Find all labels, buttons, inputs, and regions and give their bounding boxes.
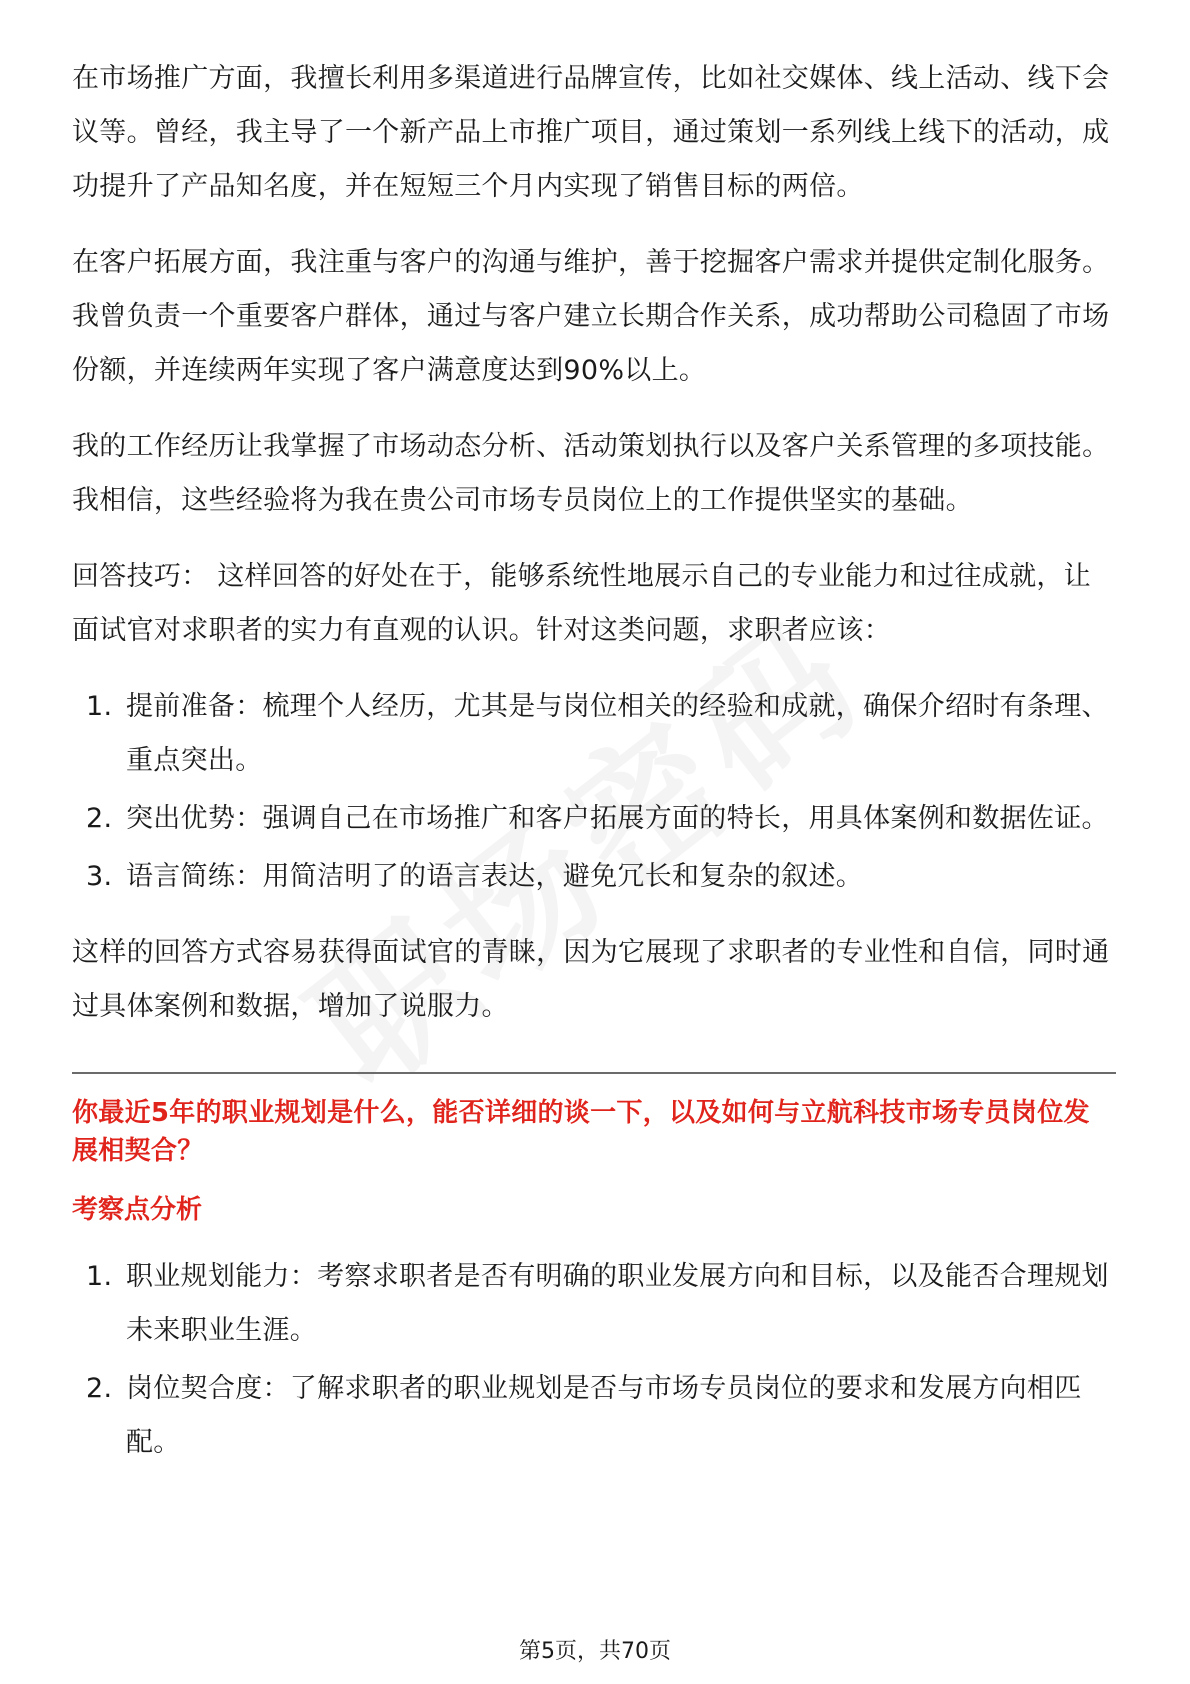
- list-item-text: 职业规划能力：考察求职者是否有明确的职业发展方向和目标，以及能否合理规划未来职业生涯。: [126, 1261, 1109, 1346]
- list-item-text: 提前准备：梳理个人经历，尤其是与岗位相关的经验和成就，确保介绍时有条理、重点突出。: [126, 691, 1109, 776]
- list-item-number: 2.: [86, 1373, 113, 1404]
- tips-list: [72, 680, 1116, 904]
- paragraph-marketing: 在市场推广方面，我擅长利用多渠道进行品牌宣传，比如社交媒体、线上活动、线下会议等。曾经，我主导了一个新产品上市推广项目，通过策划一系列线上线下的活动，成功提升了产品知名度，并在短短三个月内实现了销售目标的两倍。: [72, 63, 1110, 202]
- analysis-list: [72, 1250, 1116, 1470]
- paragraph-customers: 在客户拓展方面，我注重与客户的沟通与维护，善于挖掘客户需求并提供定制化服务。我曾负责一个重要客户群体，通过与客户建立长期合作关系，成功帮助公司稳固了市场份额，并连续两年实现了客户满意度达到90%以上。: [72, 247, 1110, 386]
- list-item-text: 突出优势：强调自己在市场推广和客户拓展方面的特长，用具体案例和数据佐证。: [126, 803, 1109, 834]
- paragraph-answer-tips: 回答技巧： 这样回答的好处在于，能够系统性地展示自己的专业能力和过往成就，让面试官对求职者的实力有直观的认识。针对这类问题，求职者应该：: [72, 561, 1091, 646]
- paragraph-skills: 我的工作经历让我掌握了市场动态分析、活动策划执行以及客户关系管理的多项技能。我相信，这些经验将为我在贵公司市场专员岗位上的工作提供坚实的基础。: [72, 431, 1110, 516]
- paragraph-closing: 这样的回答方式容易获得面试官的青睐，因为它展现了求职者的专业性和自信，同时通过具体案例和数据，增加了说服力。: [72, 937, 1110, 1022]
- list-item: [72, 792, 1116, 846]
- list-item-text: 岗位契合度：了解求职者的职业规划是否与市场专员岗位的要求和发展方向相匹配。: [126, 1373, 1082, 1458]
- page-footer: 第5页，共70页: [519, 1639, 671, 1664]
- question-heading: 你最近5年的职业规划是什么，能否详细的谈一下，以及如何与立航科技市场专员岗位发展相契合？: [72, 1098, 1090, 1166]
- list-item: [72, 1250, 1116, 1358]
- list-item-text: 语言简练：用简洁明了的语言表达，避免冗长和复杂的叙述。: [126, 861, 864, 892]
- list-item-number: 1.: [86, 1261, 113, 1292]
- list-item-number: 1.: [86, 691, 113, 722]
- document-page: [72, 52, 1116, 1492]
- list-item: [72, 1362, 1116, 1470]
- list-item: [72, 680, 1116, 788]
- list-item-number: 3.: [86, 861, 113, 892]
- list-item-number: 2.: [86, 803, 113, 834]
- section-divider: [72, 1072, 1116, 1074]
- list-item: [72, 850, 1116, 904]
- analysis-heading: 考察点分析: [72, 1195, 203, 1225]
